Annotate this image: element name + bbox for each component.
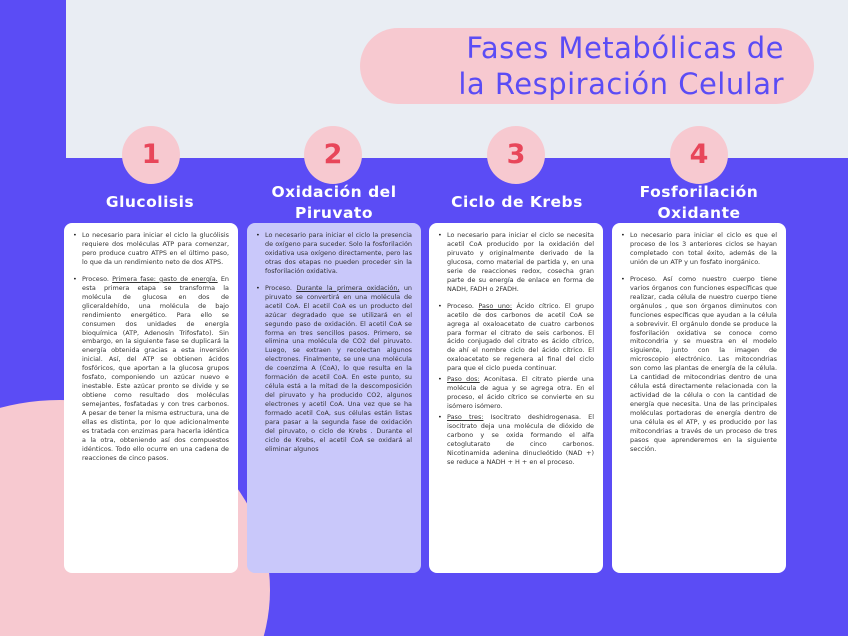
phase-title-fosforilacion [609, 182, 789, 224]
card-paragraph [256, 231, 412, 276]
card-paragraph [438, 413, 594, 467]
phase-title-line: Oxidación del [271, 183, 397, 201]
phase-title-line: Fosforilación [639, 183, 759, 201]
paragraph-text: Lo necesario para iniciar el ciclo se necesita acetil CoA producido por la oxidación del piruvato y originalmente derivado de la glucosa, como material de partida y, en una serie de reacciones redox, cosecha gran parte de su energía de enlace en forma de NADH, FADH o 2FADH. [447, 231, 594, 293]
card-paragraph [621, 275, 777, 454]
paragraph-lead: Proceso. [630, 274, 663, 283]
card-paragraph [438, 231, 594, 294]
phase-title-line: Ciclo de Krebs [451, 193, 583, 211]
card-glucolisis [64, 223, 238, 573]
phase-title-ciclo-krebs [427, 192, 607, 213]
paragraph-text: Lo necesario para iniciar el ciclo es que el proceso de los 3 anteriores ciclos se hayan completado con total éxito, además de la unión de un ATP y un fosfato inorgánico. [630, 231, 777, 266]
card-paragraph [256, 284, 412, 454]
paragraph-text: Así como nuestro cuerpo tiene varios órganos con funciones específicas que realizar, cada célula de nuestro cuerpo tiene orgánulos , que son órganos diminutos con funciones específicas que ayudan a la célula a sobrevivir. El orgánulo donde se produce la fosforilación oxidativa se conoce como mitocondria y se muestra en el modelo siguiente, junto con la imagen de microscopio electrónico. Las mitocondrias son como las plantas de energía de la célula. La cantidad de mitocondrias dentro de una célula está directamente relacionada con la actividad de la célula o con la cantidad de energía que necesita. Una de las principales moléculas portadoras de energía dentro de una célula es el ATP, y es producido por las mitocondrias a través de un proceso de tres pasos que aprenderemos en la siguiente sección. [630, 274, 777, 453]
card-paragraph [73, 275, 229, 463]
phase-number-2: 2 [304, 126, 362, 184]
paragraph-text: En esta primera etapa se transforma la molécula de glucosa en dos de gliceraldehído, una molécula de bajo rendimiento energético. Para ello se consumen dos unidades de energía bioquímica (ATP, Adenosín Trifosfato). Sin embargo, en la siguiente fase se duplicará la energía obtenida gracias a esta inversión inicial. Así, del ATP se obtienen ácidos fosfóricos, que aportan a la glucosa grupos fosfato, componiendo un azúcar nuevo e inestable. Este azúcar pronto se divide y se obtiene como resultado dos moléculas semejantes, fosfatadas y con tres carbonos. A pesar de tener la misma estructura, una de ellas es distinta, por lo que adicionalmente es tratada con enzimas para hacerla idéntica a la otra, obteniendo así dos compuestos idénticos. Todo ello ocurre en una cadena de reacciones de cinco pasos. [82, 274, 229, 462]
paragraph-text: un piruvato se convertirá en una molécula de acetil CoA. El acetil CoA es un producto del azúcar degradado que se utilizará en el segundo paso de oxidación. El acetil CoA se forma en tres sencillos pasos. Primero, se elimina una molécula de CO2 del piruvato. Luego, se extraen y recolectan algunos electrones. Finalmente, se une una molécula de coenzima A (CoA), lo que resulta en la formación de acetil CoA. En este punto, su célula está a la mitad de la descomposición del piruvato y ha producido CO2, algunos electrones y acetil CoA. Una vez que se ha formado acetil CoA, sus células están listas para pasar a la segunda fase de oxidación del piruvato, o ciclo de Krebs . Durante el ciclo de Krebs, el acetil CoA se oxidará al eliminar algunos [265, 283, 412, 453]
paragraph-lead: Proceso. [82, 274, 113, 283]
paragraph-label: Paso tres: [447, 413, 484, 422]
card-oxidacion-piruvato [247, 223, 421, 573]
phase-title-line: Oxidante [657, 204, 741, 222]
paragraph-lead: Proceso. [447, 301, 479, 310]
title-banner [360, 28, 814, 104]
card-paragraph [621, 231, 777, 267]
card-paragraph [438, 302, 594, 374]
paragraph-label: Paso uno: [478, 301, 513, 310]
paragraph-text: Lo necesario para iniciar el ciclo la glucólisis requiere dos moléculas ATP para comenzar, pero produce cuatro ATPS en el último paso, lo que da un rendimiento neto de dos ATPS. [82, 231, 229, 266]
paragraph-label: Primera fase: gasto de energía. [112, 274, 218, 283]
paragraph-lead: Proceso. [265, 283, 297, 292]
phase-title-line: Piruvato [295, 204, 373, 222]
phase-title-line: Glucolisis [105, 193, 195, 211]
paragraph-text: Isocitrato deshidrogenasa. El isocitrato deja una molécula de dióxido de carbono y se oxida formando el alfa cetoglutarato de cinco carbonos. Nicotinamida adenina dinucleótido (NAD +) se reduce a NADH + H + en el proceso. [447, 413, 594, 466]
page-title-line-2: la Respiración Celular [458, 67, 784, 101]
card-ciclo-krebs [429, 223, 603, 573]
phase-number-1: 1 [122, 126, 180, 184]
paragraph-label: Durante la primera oxidación, [296, 283, 400, 292]
card-fosforilacion [612, 223, 786, 573]
paragraph-text: Ácido cítrico. El grupo acetilo de dos carbonos de acetil CoA se agrega al oxaloacetato de cuatro carbonos para formar el citrato de seis carbonos. El ácido conjugado del citrato es ácido cítrico, de ahí el nombre ciclo del ácido cítrico. El oxaloacetato se regenera al final del ciclo para que el ciclo pueda continuar. [447, 301, 594, 373]
paragraph-label: Paso dos: [447, 375, 480, 384]
phase-title-oxidacion-piruvato [244, 182, 424, 224]
paragraph-text: Aconitasa. El citrato pierde una molécula de agua y se agrega otra. En el proceso, el ácido cítrico se convierte en su isómero isómero. [447, 375, 594, 411]
phase-number-3: 3 [487, 126, 545, 184]
page-title-line-1: Fases Metabólicas de [466, 31, 784, 65]
phase-title-glucolisis [60, 192, 240, 213]
card-paragraph [438, 375, 594, 411]
paragraph-text: Lo necesario para iniciar el ciclo la presencia de oxígeno para suceder. Solo la fosforilación oxidativa usa oxígeno directamente, pero las otras dos etapas no pueden proceder sin la fosforilación oxidativa. [265, 231, 412, 275]
card-paragraph [73, 231, 229, 267]
phase-number-4: 4 [670, 126, 728, 184]
